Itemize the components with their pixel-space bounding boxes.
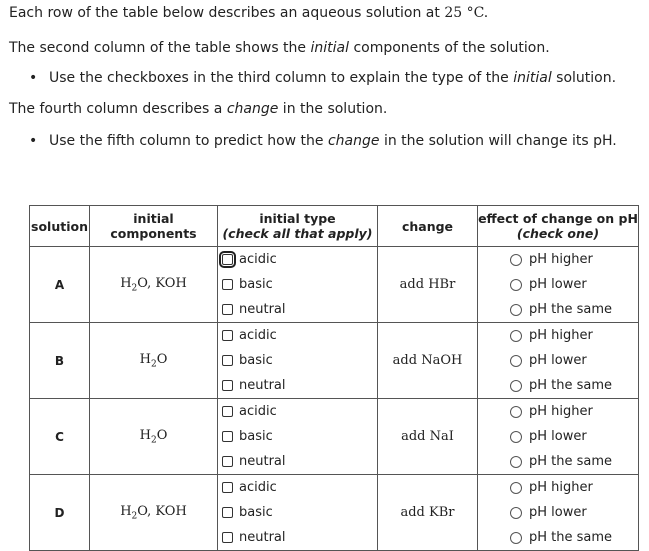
radio-button[interactable] (510, 304, 522, 316)
change-cell: add KBr (378, 475, 478, 551)
row-label: A (30, 247, 90, 323)
effect-option[interactable] (510, 348, 638, 373)
option-label: basic (239, 353, 273, 368)
bullet-radios: • Use the fifth column to predict how the change in the solution will change its pH. (31, 133, 617, 149)
table-row (30, 475, 639, 551)
checkbox-neutral[interactable] (222, 532, 233, 543)
radio-button[interactable] (510, 279, 522, 291)
solutions-table (29, 205, 639, 551)
change-cell: add NaOH (378, 323, 478, 399)
intro-text: Each row of the table below describes an aqueous solution at 25 °C. (9, 5, 489, 21)
radio-button[interactable] (510, 406, 522, 418)
effect-option[interactable] (510, 373, 638, 398)
option-label: pH higher (529, 252, 593, 267)
effect-option[interactable] (510, 323, 638, 348)
effect-cell (478, 323, 639, 399)
header-solution: solution (30, 206, 90, 247)
option-label: acidic (239, 328, 277, 343)
option-label: acidic (239, 480, 277, 495)
effect-option[interactable] (510, 475, 638, 500)
option-label: pH the same (529, 454, 613, 469)
checkbox-neutral[interactable] (222, 456, 233, 467)
header-effect: effect of change on pH (check one) (478, 206, 639, 247)
effect-option[interactable] (510, 297, 638, 322)
checkbox-acidic[interactable] (222, 406, 233, 417)
table-row (30, 247, 639, 323)
initial-type-cell (218, 475, 378, 551)
option-label: acidic (239, 252, 277, 267)
radio-button[interactable] (510, 532, 522, 544)
initial-components: $H_2O$ (90, 399, 218, 475)
change-cell: add HBr (378, 247, 478, 323)
option-label: pH higher (529, 404, 593, 419)
radio-button[interactable] (510, 507, 522, 519)
header-change: change (378, 206, 478, 247)
table-row (30, 323, 639, 399)
radio-button[interactable] (510, 254, 522, 266)
type-option[interactable] (222, 323, 377, 348)
option-label: pH lower (529, 429, 587, 444)
radio-button[interactable] (510, 355, 522, 367)
checkbox-basic[interactable] (222, 507, 233, 518)
type-option[interactable] (222, 272, 377, 297)
option-label: neutral (239, 530, 286, 545)
type-option[interactable] (222, 424, 377, 449)
checkbox-basic[interactable] (222, 279, 233, 290)
type-option[interactable] (222, 525, 377, 550)
initial-type-cell (218, 399, 378, 475)
effect-cell (478, 247, 639, 323)
radio-button[interactable] (510, 431, 522, 443)
checkbox-acidic[interactable] (222, 330, 233, 341)
type-option[interactable] (222, 373, 377, 398)
change-cell: add NaI (378, 399, 478, 475)
table-row (30, 399, 639, 475)
checkbox-basic[interactable] (222, 431, 233, 442)
initial-components: $H_2O$ (90, 323, 218, 399)
row-label: B (30, 323, 90, 399)
type-option[interactable] (222, 449, 377, 474)
option-label: basic (239, 429, 273, 444)
checkbox-acidic[interactable] (222, 254, 233, 265)
change-text: The fourth column describes a change in the solution. (9, 101, 388, 117)
effect-option[interactable] (510, 272, 638, 297)
header-initial-components: initial components (90, 206, 218, 247)
option-label: acidic (239, 404, 277, 419)
option-label: neutral (239, 454, 286, 469)
initial-components: $H_2O$, KOH (90, 247, 218, 323)
checkbox-acidic[interactable] (222, 482, 233, 493)
type-option[interactable] (222, 399, 377, 424)
checkbox-neutral[interactable] (222, 304, 233, 315)
initial-type-cell (218, 323, 378, 399)
option-label: pH lower (529, 277, 587, 292)
radio-button[interactable] (510, 330, 522, 342)
bullet-checkboxes: • Use the checkboxes in the third column to explain the type of the initial solution. (31, 70, 616, 86)
components-text: The second column of the table shows the initial components of the solution. (9, 40, 550, 56)
option-label: pH higher (529, 480, 593, 495)
effect-option[interactable] (510, 525, 638, 550)
option-label: pH higher (529, 328, 593, 343)
initial-type-cell (218, 247, 378, 323)
header-initial-type: initial type (check all that apply) (218, 206, 378, 247)
radio-button[interactable] (510, 482, 522, 494)
effect-option[interactable] (510, 449, 638, 474)
effect-cell (478, 475, 639, 551)
effect-cell (478, 399, 639, 475)
option-label: basic (239, 505, 273, 520)
row-label: C (30, 399, 90, 475)
option-label: pH lower (529, 353, 587, 368)
type-option[interactable] (222, 348, 377, 373)
type-option[interactable] (222, 297, 377, 322)
type-option[interactable] (222, 500, 377, 525)
option-label: neutral (239, 378, 286, 393)
radio-button[interactable] (510, 456, 522, 468)
option-label: pH the same (529, 302, 613, 317)
option-label: pH the same (529, 378, 613, 393)
row-label: D (30, 475, 90, 551)
effect-option[interactable] (510, 424, 638, 449)
option-label: neutral (239, 302, 286, 317)
initial-components: $H_2O$, KOH (90, 475, 218, 551)
option-label: basic (239, 277, 273, 292)
effect-option[interactable] (510, 247, 638, 272)
type-option[interactable] (222, 247, 377, 272)
type-option[interactable] (222, 475, 377, 500)
radio-button[interactable] (510, 380, 522, 392)
checkbox-neutral[interactable] (222, 380, 233, 391)
option-label: pH the same (529, 530, 613, 545)
effect-option[interactable] (510, 399, 638, 424)
option-label: pH lower (529, 505, 587, 520)
effect-option[interactable] (510, 500, 638, 525)
checkbox-basic[interactable] (222, 355, 233, 366)
